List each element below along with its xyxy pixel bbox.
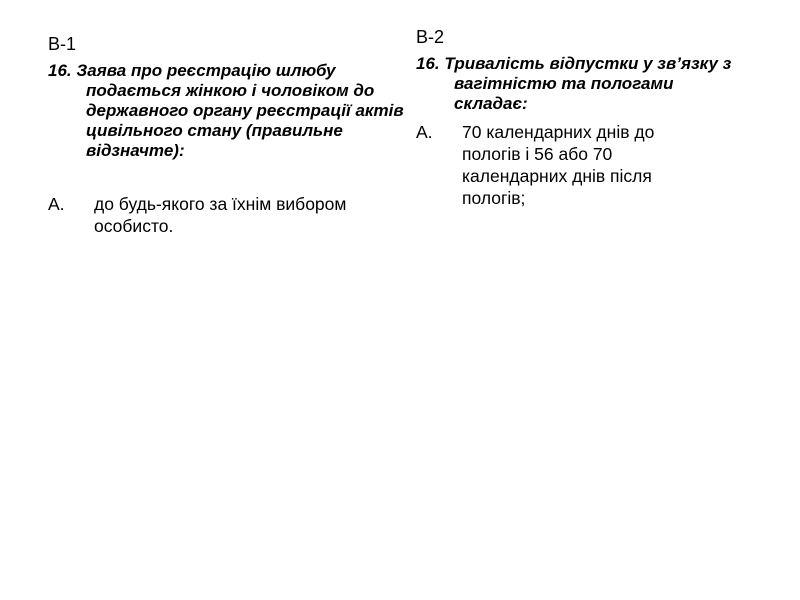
variant-1-label: В-1 <box>48 34 77 54</box>
variant-2-question: 16. Тривалість відпустки у зв’язку з вагітністю та пологами складає: <box>416 54 732 113</box>
variant-2-label: В-2 <box>416 27 445 47</box>
variant-2-option-a <box>416 121 706 209</box>
variant-2-option-a-letter: А. <box>416 122 433 142</box>
variant-2-option-a-text: 70 календарних днів до пологів і 56 або 70 календарних днів після пологів; <box>462 122 655 208</box>
variant-1-option-a-text: до будь-якого за їхнім вибором особисто. <box>94 194 347 236</box>
variant-1-option-a <box>48 193 378 237</box>
variant-1-question: 16. Заява про реєстрацію шлюбу подається жінкою і чоловіком до державного органу реєстрації актів цивільного стану (правильне відзначте): <box>48 61 404 160</box>
variant-1-option-a-letter: А. <box>48 194 65 214</box>
